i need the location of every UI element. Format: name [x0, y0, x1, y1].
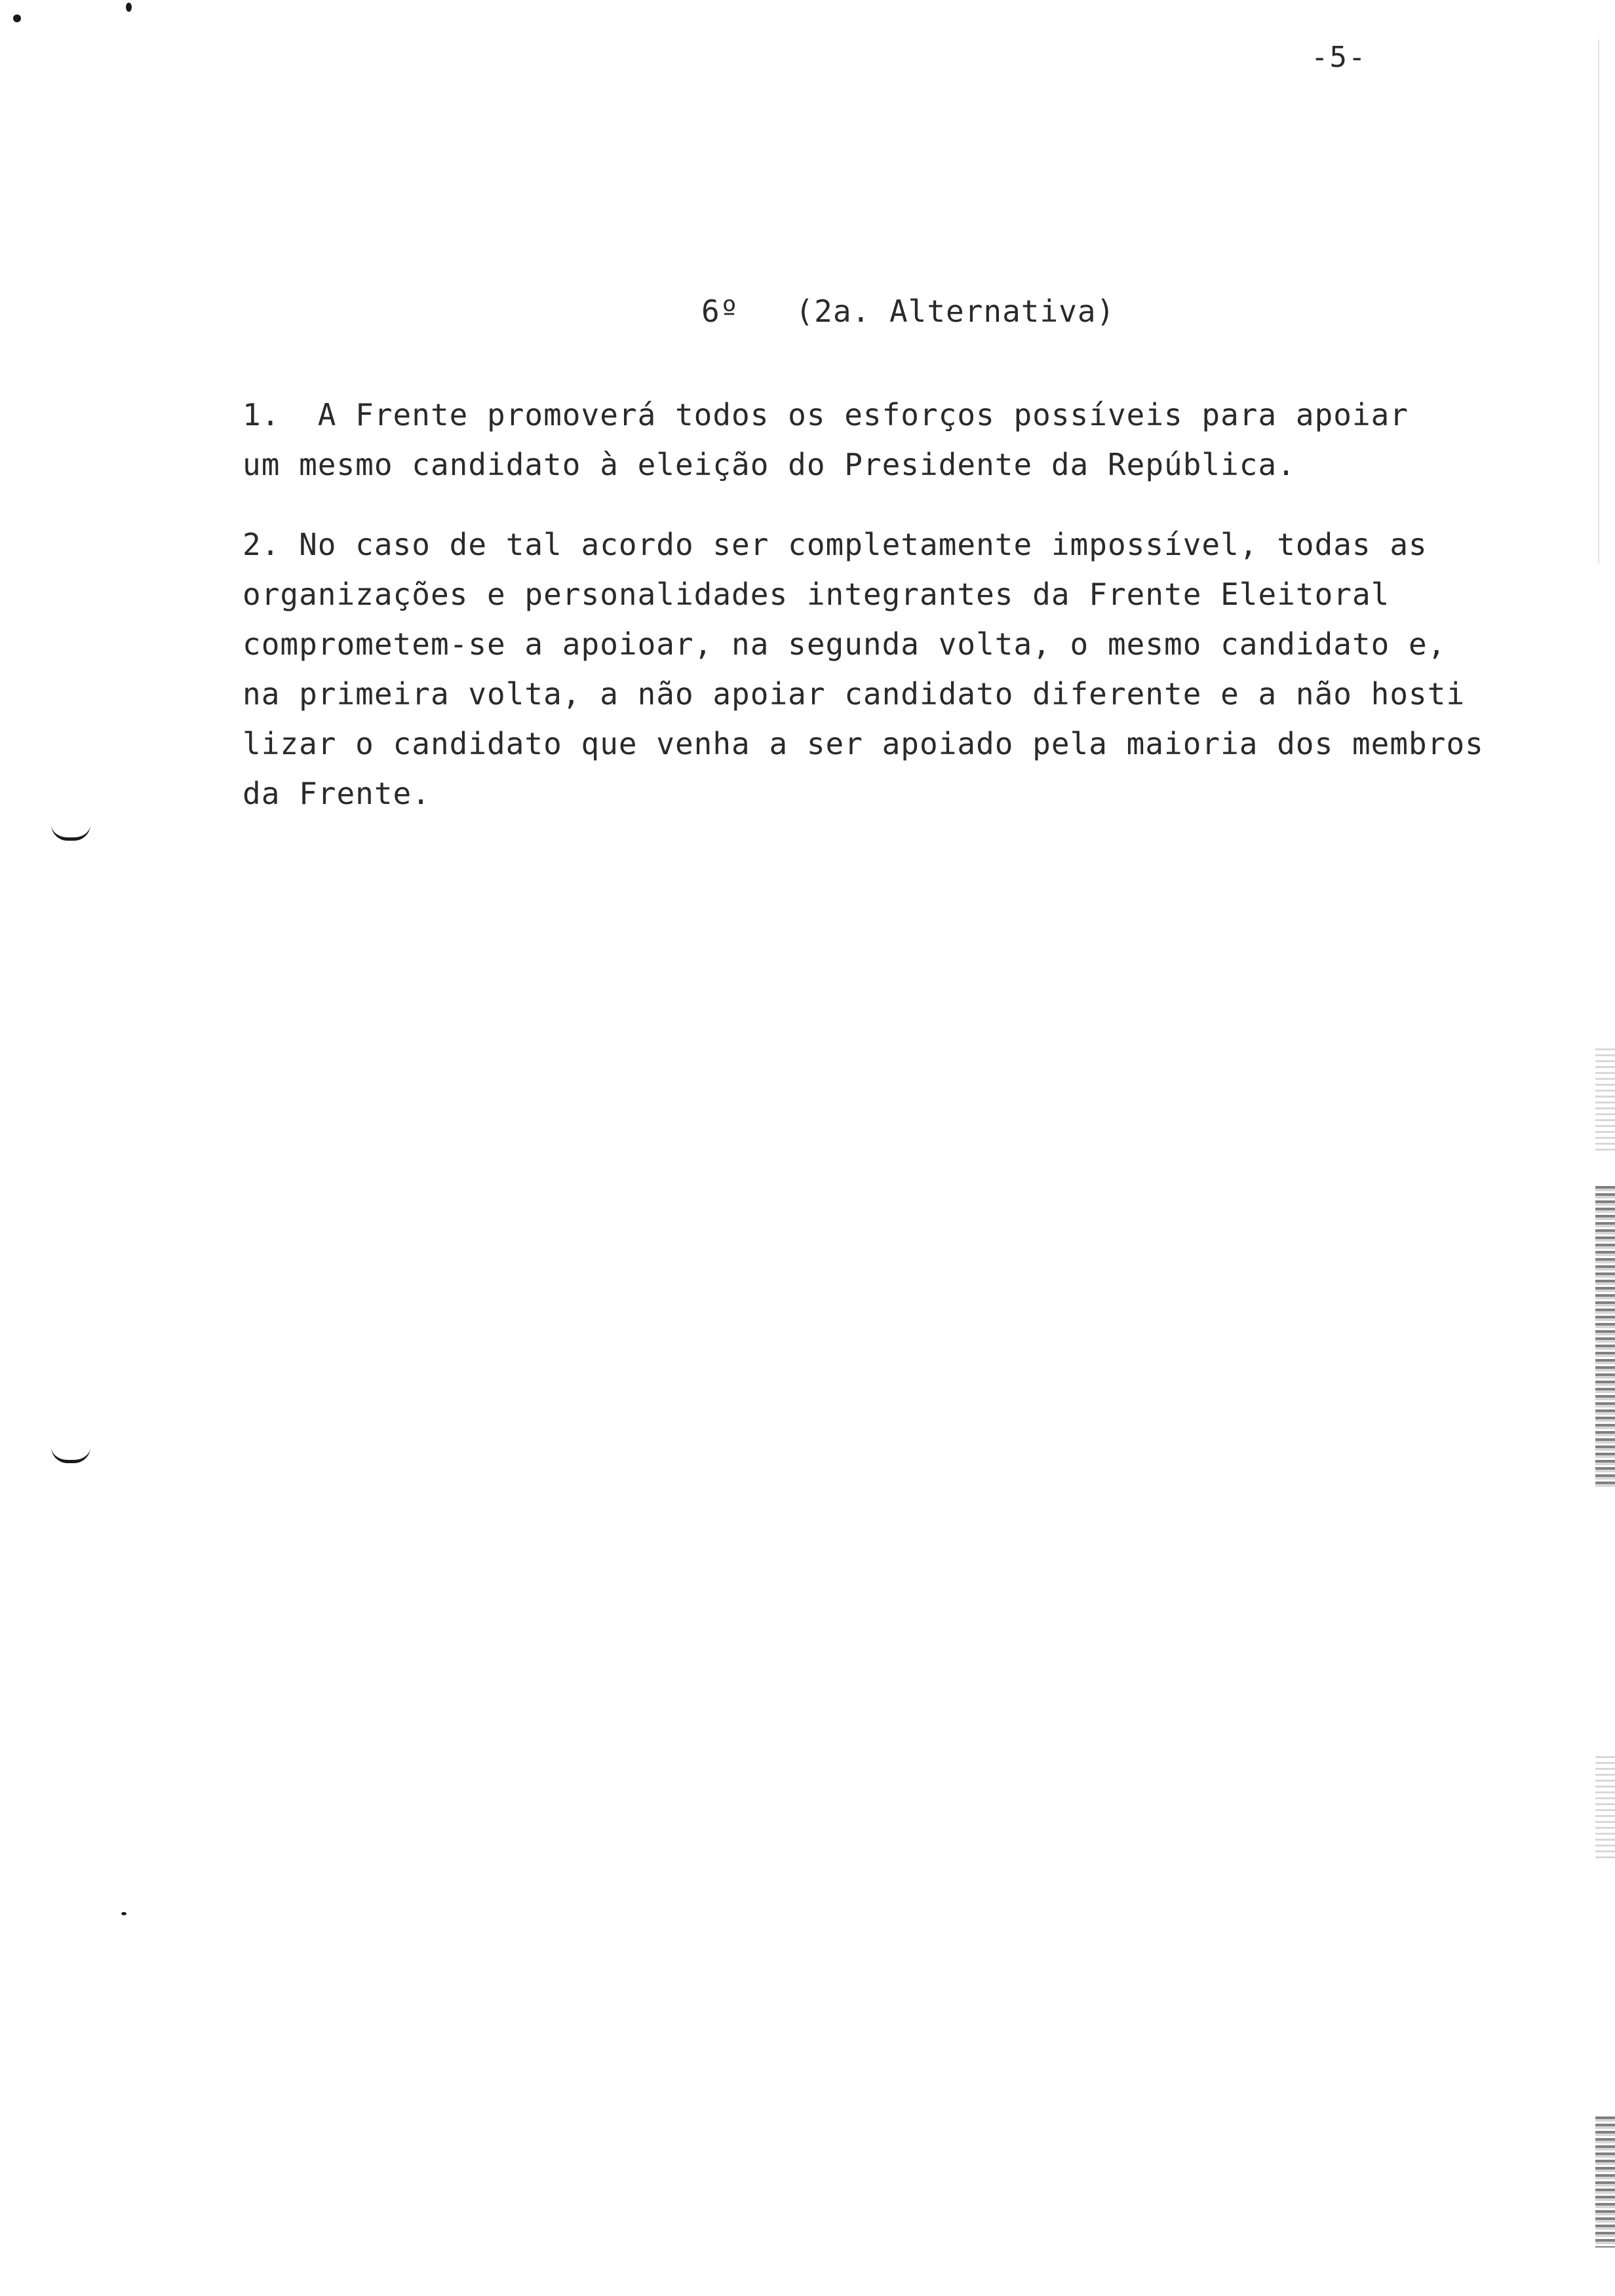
scan-edge-shadow — [1595, 1048, 1615, 1153]
text-line: 2. No caso de tal acordo ser completamente impossível, todas as — [243, 527, 1428, 562]
text-line: da Frente. — [243, 776, 431, 811]
paragraph-2 — [243, 520, 1547, 818]
text-line: comprometem-se a apoioar, na segunda volta, o mesmo candidato e, — [243, 626, 1447, 662]
scan-line — [1598, 39, 1599, 564]
scan-edge-shadow — [1595, 2116, 1615, 2248]
scan-edge-shadow — [1595, 1756, 1615, 1861]
scan-speck — [13, 14, 21, 22]
scan-speck — [121, 1912, 126, 1915]
paragraph-1 — [243, 390, 1547, 489]
text-line: lizar o candidato que venha a ser apoiado pela maioria dos membros — [243, 726, 1484, 761]
scan-speck — [126, 3, 132, 12]
margin-tick-mark — [51, 824, 90, 841]
text-line: um mesmo candidato à eleição do Presidente da República. — [243, 447, 1296, 482]
scan-edge-shadow — [1595, 1186, 1615, 1487]
section-heading: 6º (2a. Alternativa) — [701, 294, 1116, 329]
text-line: na primeira volta, a não apoiar candidato diferente e a não hosti — [243, 676, 1466, 712]
page-number: -5- — [1311, 41, 1367, 74]
margin-tick-mark — [51, 1447, 90, 1463]
text-line: organizações e personalidades integrantes da Frente Eleitoral — [243, 577, 1390, 612]
text-line: 1. A Frente promoverá todos os esforços possíveis para apoiar — [243, 397, 1409, 432]
